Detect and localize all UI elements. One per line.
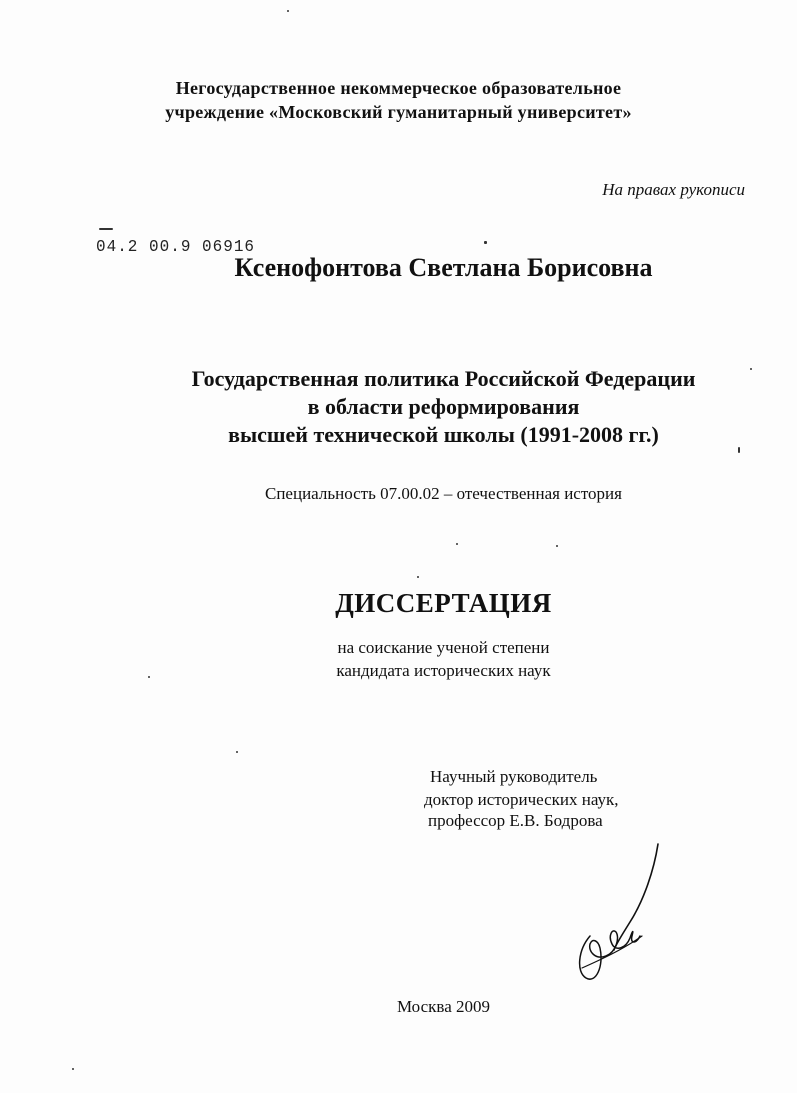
scan-speck [99,228,113,230]
degree-line-2: кандидата исторических наук [336,661,551,680]
place-and-year: Москва 2009 [396,997,491,1016]
scan-speck [417,576,419,578]
archive-stamp-number: 04.2 00.9 06916 [96,237,256,257]
scan-speck [287,10,289,12]
institution-line-1: Негосударственное некоммерческое образовательное [175,78,622,98]
document-type-heading: ДИССЕРТАЦИЯ [335,588,552,618]
manuscript-note: На правах рукописи [602,180,745,199]
scan-speck [148,676,150,678]
scan-speck [456,543,458,545]
title-line-1: Государственная политика Российской Федерации [191,366,696,391]
scan-speck [484,241,487,244]
advisor-line-3: профессор Е.В. Бодрова [428,811,603,830]
author-name: Ксенофонтова Светлана Борисовна [234,253,653,282]
degree-line-1: на соискание ученой степени [337,638,550,657]
institution-line-2: учреждение «Московский гуманитарный университет» [165,102,632,122]
title-line-3: высшей технической школы (1991-2008 гг.) [228,422,659,447]
scan-speck [750,368,752,370]
specialty: Специальность 07.00.02 – отечественная история [265,484,622,503]
scan-speck [556,545,558,547]
advisor-signature [570,840,680,990]
title-line-2: в области реформирования [307,394,580,419]
scan-speck [738,447,740,453]
scan-speck [72,1068,74,1070]
advisor-line-1: Научный руководитель [430,767,598,786]
advisor-line-2: доктор исторических наук, [424,790,619,809]
scan-speck [236,751,238,753]
